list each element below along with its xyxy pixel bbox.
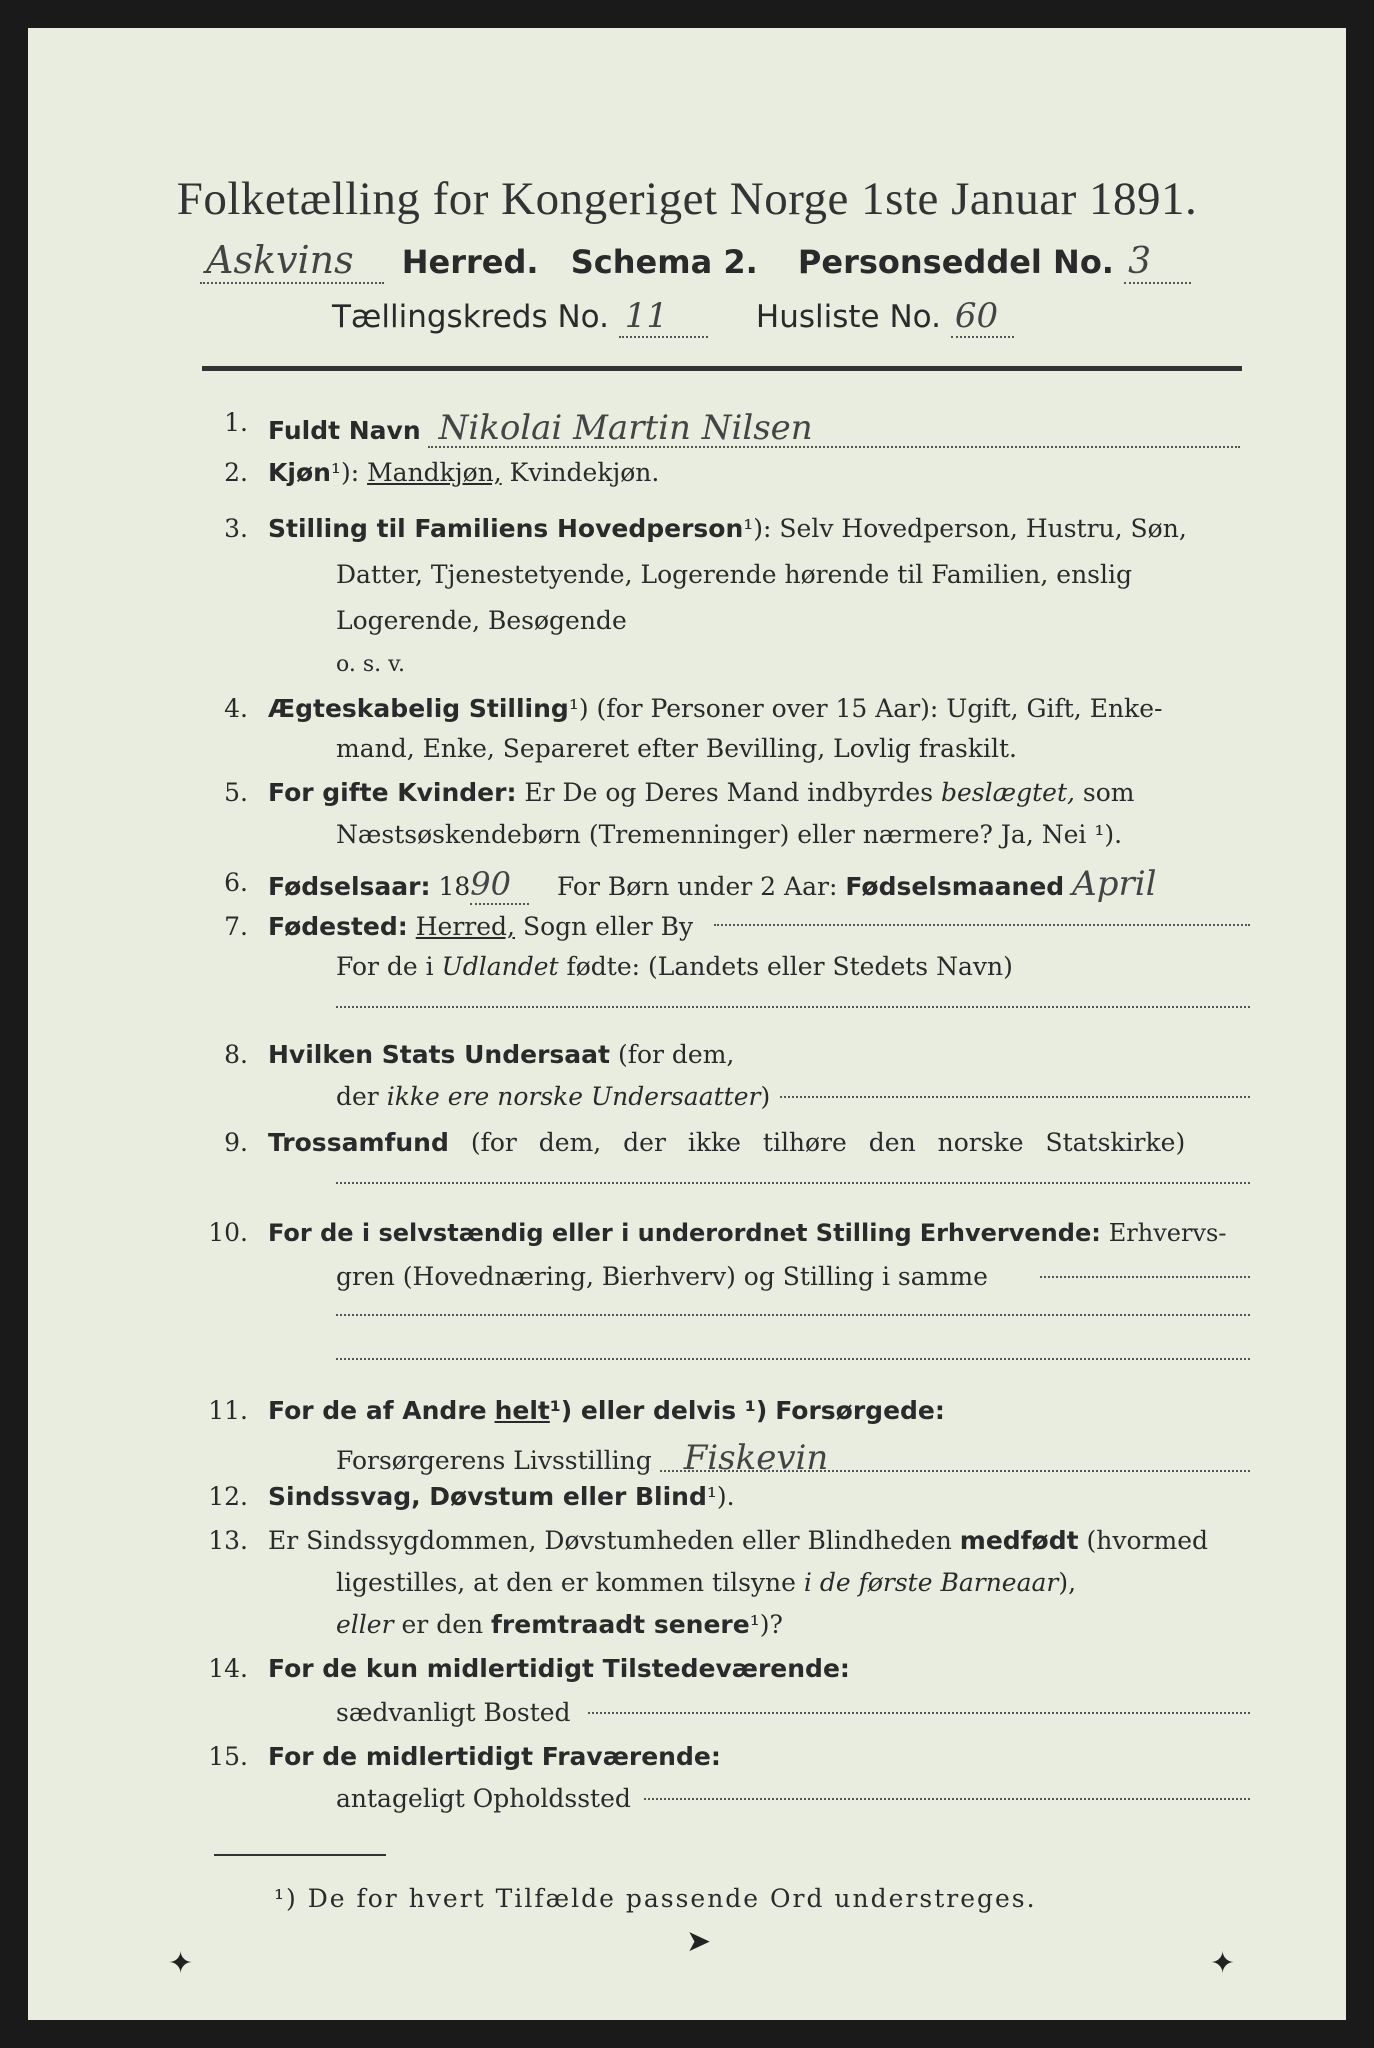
q9-number: 9. — [224, 1128, 248, 1157]
q2-option-male: Mandkjøn, — [367, 458, 502, 487]
q7-label: Fødested: — [268, 912, 408, 941]
q4-number: 4. — [224, 694, 248, 723]
q2-option-female: Kvindekjøn. — [509, 458, 660, 487]
q6-middle: For Børn under 2 Aar: — [556, 872, 838, 901]
q1-dotted-line — [428, 446, 1240, 448]
q7-line2b: fødte: (Landets eller Stedets Navn) — [566, 952, 1013, 981]
q9-dotted-line — [336, 1182, 1250, 1184]
q9-rest: (for dem, der ikke tilhøre den norske Statskirke) — [470, 1128, 1186, 1157]
q10-dotted-line-1 — [1040, 1276, 1250, 1278]
q11-row — [268, 1396, 945, 1425]
q8-rest: (for dem, — [617, 1040, 735, 1069]
q15-row — [268, 1742, 721, 1771]
q13-line3 — [336, 1610, 783, 1639]
q5-label: For gifte Kvinder: — [268, 778, 517, 807]
q10-line2: gren (Hovednæring, Bierhverv) og Stilling i samme — [336, 1262, 988, 1291]
q11-number: 11. — [208, 1396, 248, 1425]
q14-label: For de kun midlertidigt Tilstedeværende: — [268, 1654, 850, 1683]
q13-line3-italic: eller — [336, 1610, 394, 1639]
q8-line2a: der — [336, 1082, 379, 1111]
q8-line2-italic: ikke ere norske Undersaatter — [386, 1082, 761, 1111]
q14-number: 14. — [208, 1654, 248, 1683]
header-divider — [202, 366, 1242, 371]
q7-dotted-line — [714, 924, 1250, 926]
q3-line1: ¹): Selv Hovedperson, Hustru, Søn, — [743, 514, 1187, 543]
q5-line2: Næstsøskendebørn (Tremenninger) eller nærmere? Ja, Nei ¹). — [336, 820, 1123, 849]
taellingskreds-label: Tællingskreds No. — [332, 299, 609, 335]
q14-row — [268, 1654, 850, 1683]
q13-row — [268, 1526, 1208, 1555]
q13-line1c: (hvormed — [1086, 1526, 1209, 1555]
registration-mark-left: ✦ — [168, 1946, 194, 1981]
personseddel-value: 3 — [1124, 241, 1191, 284]
q3-row — [268, 514, 1187, 543]
q5-row — [268, 778, 1135, 807]
q12-number: 12. — [208, 1482, 248, 1511]
q6-prefix: 18 — [438, 872, 471, 901]
q11-value: Fiskevin — [683, 1438, 829, 1478]
q12-label: Sindssvag, Døvstum eller Blind — [268, 1482, 707, 1511]
q10-dotted-line-3 — [336, 1358, 1250, 1360]
q3-line2: Datter, Tjenestetyende, Logerende hørende til Familien, enslig — [336, 560, 1133, 589]
q6-row — [268, 864, 1156, 904]
q13-line3c: ¹)? — [749, 1610, 783, 1639]
q8-label: Hvilken Stats Undersaat — [268, 1040, 610, 1069]
q7-number: 7. — [224, 912, 248, 941]
q14-line2: sædvanligt Bosted — [336, 1698, 571, 1727]
q5-line1-italic: beslægtet, — [941, 778, 1075, 807]
husliste-label: Husliste No. — [755, 299, 941, 335]
q11-dotted-line — [660, 1470, 1250, 1472]
q4-row — [268, 694, 1162, 723]
q8-line2 — [336, 1082, 770, 1111]
q13-line1a: Er Sindssygdommen, Døvstumheden eller Blindheden — [268, 1526, 952, 1555]
q13-line2a: ligestilles, at den er kommen tilsyne — [336, 1568, 796, 1597]
q15-dotted-line — [644, 1798, 1250, 1800]
q2-number: 2. — [224, 458, 248, 487]
q8-dotted-line — [780, 1096, 1250, 1098]
q2-sup: ¹): — [330, 458, 360, 487]
q7-foreign-dotted-line — [336, 1006, 1250, 1008]
q9-label: Trossamfund — [268, 1128, 449, 1157]
q6-value2: April — [1072, 864, 1157, 904]
q10-label: Erhvervende: — [919, 1219, 1101, 1247]
q7-line2a: For de i — [336, 952, 434, 981]
q8-row — [268, 1040, 734, 1069]
q3-line4: o. s. v. — [336, 652, 405, 677]
footnote-divider — [214, 1854, 386, 1856]
q15-line2: antageligt Opholdssted — [336, 1784, 631, 1813]
q13-line3b: fremtraadt senere — [491, 1610, 750, 1639]
q8-number: 8. — [224, 1040, 248, 1069]
registration-mark-center: ➤ — [686, 1924, 712, 1959]
q6-value: 90 — [470, 865, 529, 905]
q11-label-b: Forsørgede: — [775, 1396, 945, 1425]
q10-number: 10. — [208, 1218, 248, 1247]
taellingskreds-value: 11 — [619, 296, 708, 338]
q15-number: 15. — [208, 1742, 248, 1771]
q3-line3: Logerende, Besøgende — [336, 606, 627, 635]
q15-label: For de midlertidigt Fraværende: — [268, 1742, 721, 1771]
q13-number: 13. — [208, 1526, 248, 1555]
q1-label: Fuldt Navn — [268, 416, 421, 445]
q12-row — [268, 1482, 735, 1511]
q7-line2-italic: Udlandet — [441, 952, 559, 981]
form-title: Folketælling for Kongeriget Norge 1ste Januar 1891. — [176, 173, 1198, 225]
registration-mark-right: ✦ — [1210, 1946, 1236, 1981]
q13-line2 — [336, 1568, 1076, 1597]
q11-label-a: For de af Andre — [268, 1396, 487, 1425]
q10-dotted-line-2 — [336, 1314, 1250, 1316]
q6-label2: Fødselsmaaned — [845, 872, 1065, 901]
q11-line2-label: Forsørgerens Livsstilling — [336, 1446, 652, 1475]
schema-label: Schema 2. — [570, 243, 758, 281]
q12-end: ¹). — [706, 1482, 735, 1511]
q7-row — [268, 912, 693, 941]
q11-helt: helt — [494, 1396, 550, 1425]
q7-line2 — [336, 952, 1013, 981]
q6-number: 6. — [224, 868, 248, 897]
q1-row — [268, 408, 813, 448]
q3-number: 3. — [224, 514, 248, 543]
header-row-kreds — [332, 296, 1014, 336]
q5-number: 5. — [224, 778, 248, 807]
q13-line1b: medfødt — [959, 1526, 1079, 1555]
q2-label: Kjøn — [268, 458, 331, 487]
q7-rest: Sogn eller By — [522, 912, 694, 941]
q6-label: Fødselsaar: — [268, 872, 431, 901]
q2-row — [268, 458, 659, 487]
q4-line1: ¹) (for Personer over 15 Aar): Ugift, Gift, Enke- — [568, 694, 1163, 723]
q4-label: Ægteskabelig Stilling — [268, 694, 569, 723]
husliste-value: 60 — [951, 296, 1014, 338]
q8-line2b: ) — [760, 1082, 771, 1111]
herred-value: Askvins — [200, 238, 384, 284]
q7-option-herred: Herred, — [415, 912, 515, 941]
census-form-sheet — [28, 28, 1346, 2020]
q5-line1: Er De og Deres Mand indbyrdes — [524, 778, 934, 807]
herred-label: Herred. — [401, 243, 539, 281]
q5-line1-end: som — [1082, 778, 1135, 807]
q3-label: Stilling til Familiens Hovedperson — [268, 514, 744, 543]
footnote: ¹) De for hvert Tilfælde passende Ord understreges. — [274, 1884, 1037, 1913]
q13-line2-italic: i de første Barneaar — [803, 1568, 1059, 1597]
header-row-herred — [200, 238, 1191, 282]
q11-middle: ¹) eller delvis ¹) — [549, 1396, 768, 1425]
q9-row — [268, 1128, 1185, 1157]
q10-row — [268, 1218, 1226, 1247]
q11-line2 — [336, 1438, 828, 1478]
q1-number: 1. — [224, 408, 248, 437]
q4-line2: mand, Enke, Separeret efter Bevilling, Lovlig fraskilt. — [336, 734, 1017, 763]
q10-end: Erhvervs- — [1108, 1219, 1227, 1247]
q13-line2b: ), — [1058, 1568, 1077, 1597]
q14-dotted-line — [588, 1712, 1250, 1714]
q13-line3a: er den — [401, 1610, 484, 1639]
q10-text: For de i selvstændig eller i underordnet Stilling — [268, 1219, 912, 1247]
q1-value: Nikolai Martin Nilsen — [438, 408, 813, 448]
personseddel-label: Personseddel No. — [797, 243, 1114, 281]
